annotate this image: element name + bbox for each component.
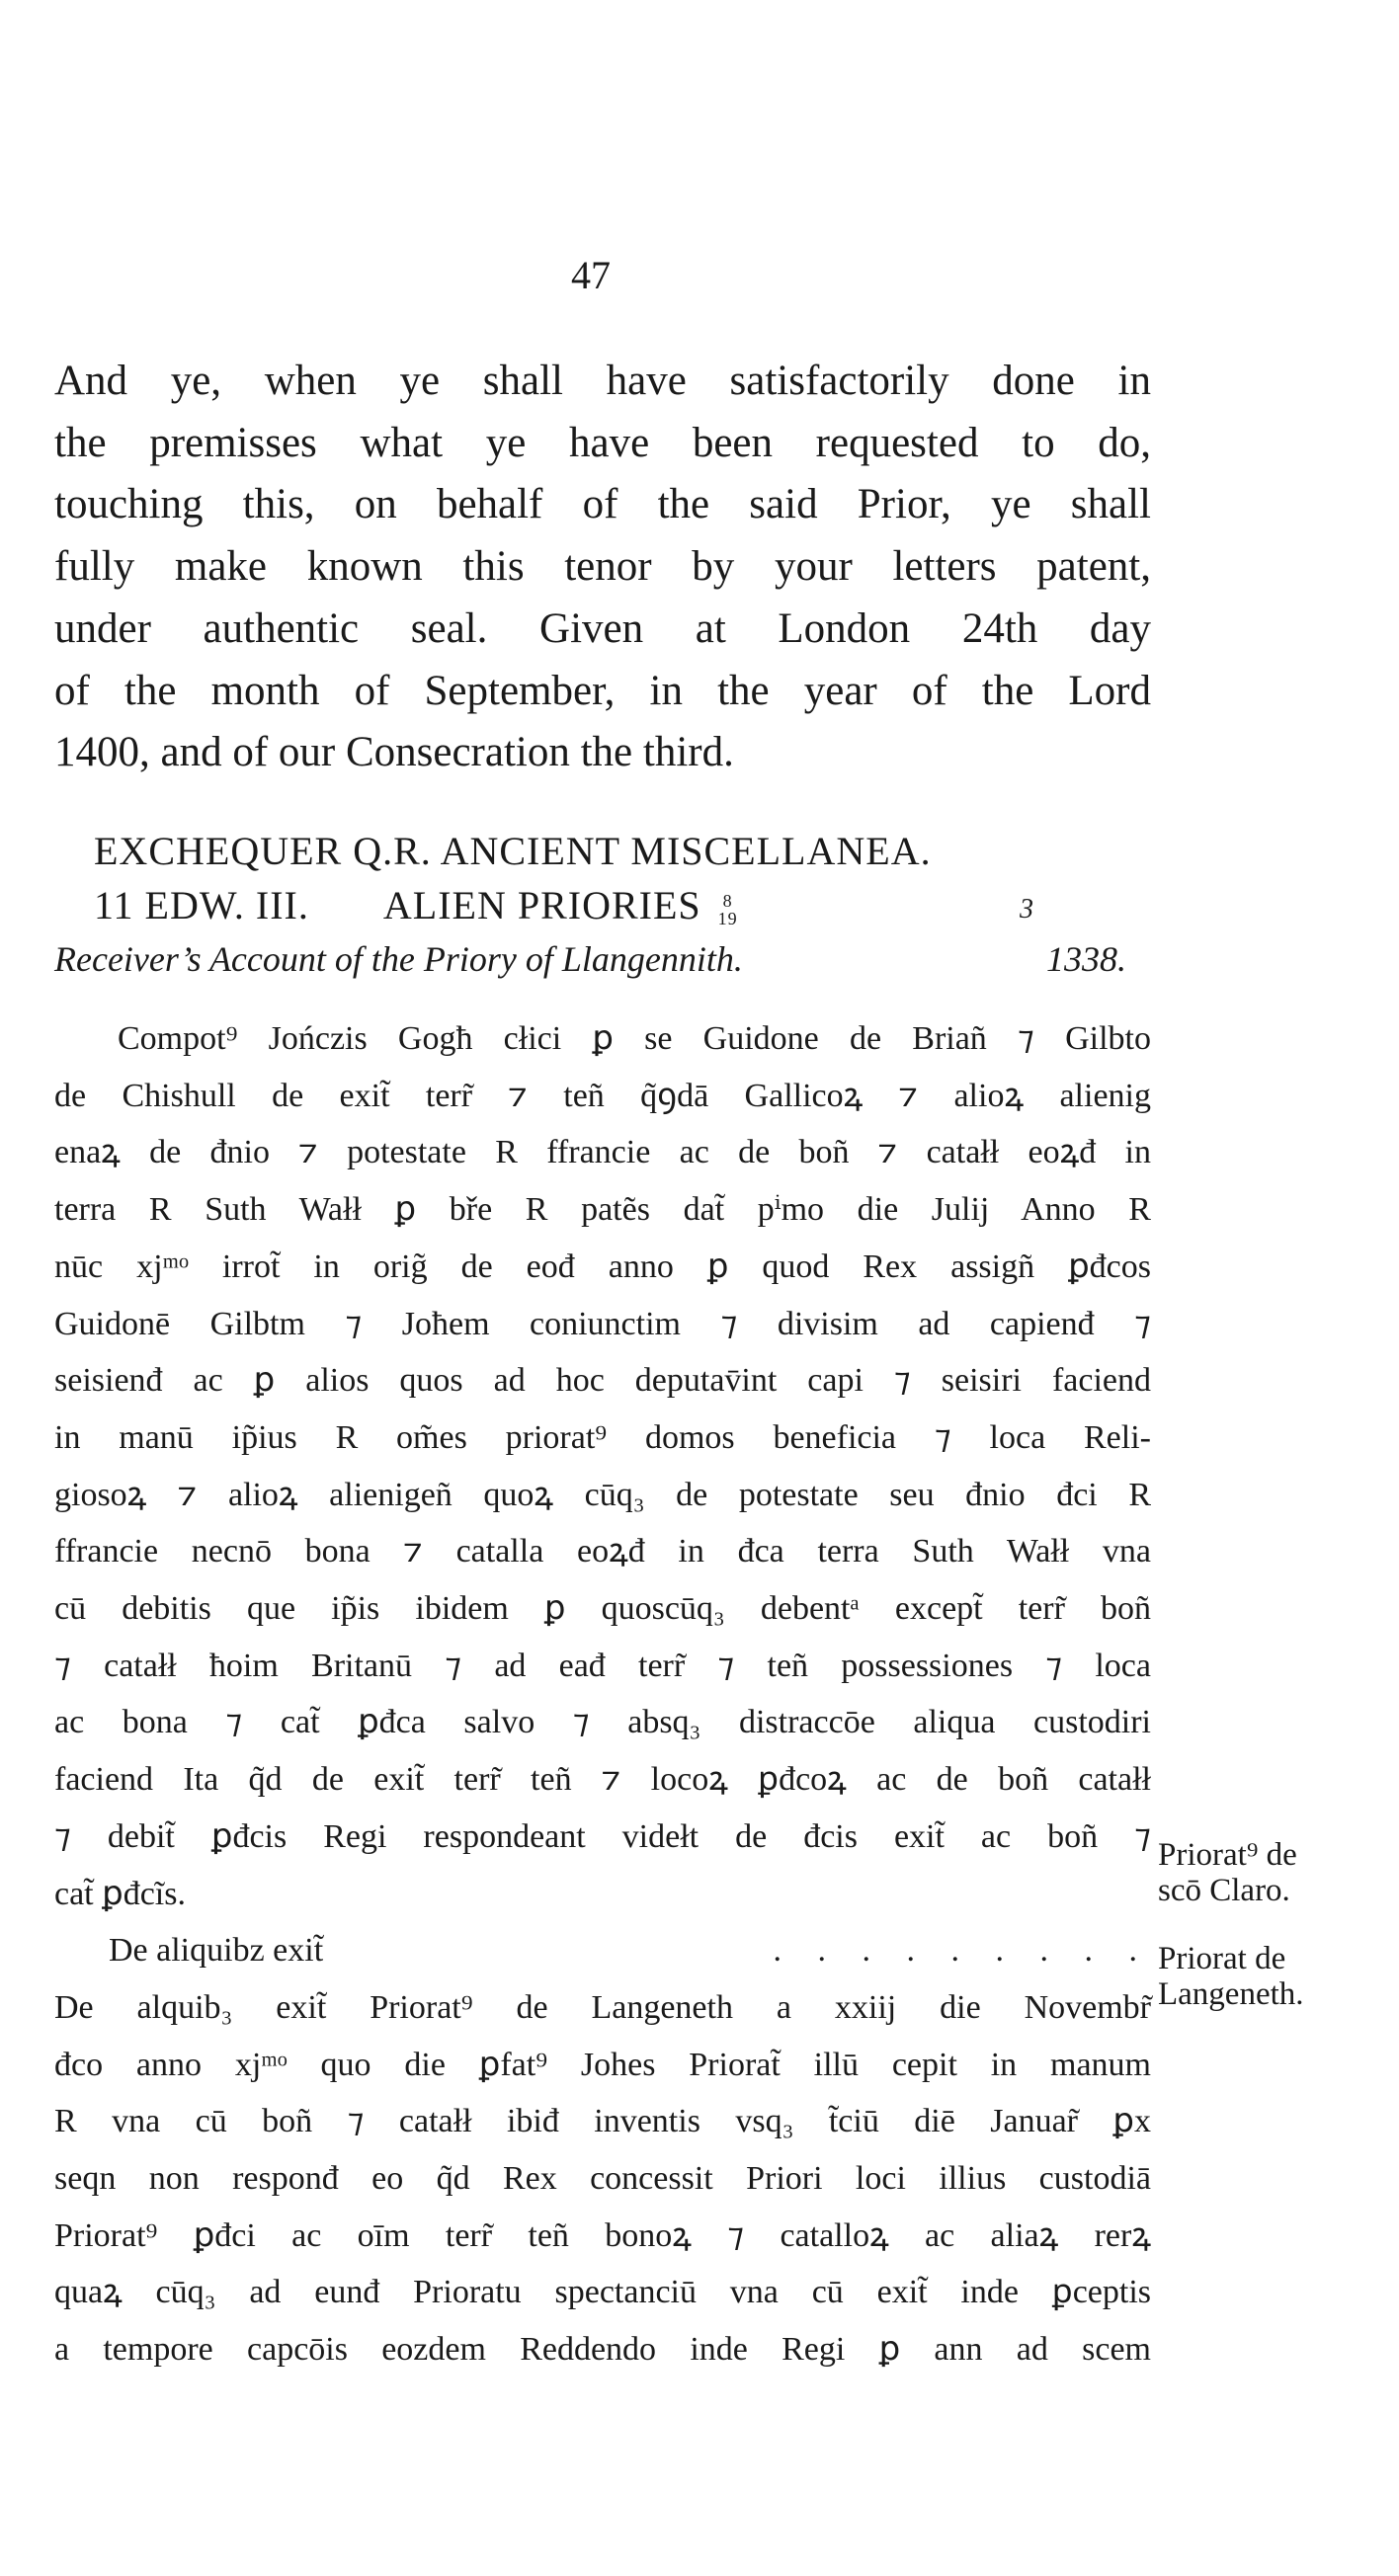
section-heading: EXCHEQUER Q.R. ANCIENT MISCELLANEA. <box>94 829 932 873</box>
latin-line: ac bona ⁊ cat̃ ꝑđca salvo ⁊ absq₃ distraccōe aliqua custodiri <box>54 1704 1151 1741</box>
latin-line: faciend Ita q̃d de exit̃ terr̃ teñ ⁊ locoꝝ ꝑđcoꝝ ac de boñ catałł <box>54 1761 1151 1799</box>
latin-line: quaꝝ cūq₃ ad eunđ Prioratu spectanciū vna cū exit̃ inde ꝑceptis <box>54 2274 1151 2311</box>
paragraph-line: fully make known this tenor by your letters patent, <box>54 543 1151 591</box>
heading-reign: 11 EDW. III. <box>94 883 309 927</box>
paragraph-line: touching this, on behalf of the said Prior, ye shall <box>54 481 1151 528</box>
section-subheading <box>94 882 738 928</box>
leader-dots: . . . . . . . . . <box>773 1932 1151 1970</box>
paragraph-line: of the month of September, in the year of the Lord <box>54 667 1151 714</box>
latin-line: a tempore capcōis eozdem Reddendo inde Regi ꝑ ann ad scem <box>54 2331 1151 2369</box>
latin-line: seisienđ ac ꝑ alios quos ad hoc deputav̄int capi ⁊ seisiri faciend <box>54 1362 1151 1400</box>
latin-line: Compot⁹ Jończis Gogħ cłici ꝑ se Guidone de Briañ ⁊ Gilbto <box>118 1020 1151 1057</box>
fraction-bottom: 19 <box>717 908 738 928</box>
sidenote <box>1158 1941 1304 2012</box>
latin-line: Priorat⁹ ꝑđci ac oīm terr̃ teñ bonoꝝ ⁊ catalloꝝ ac aliaꝝ rerꝝ <box>54 2216 1151 2254</box>
latin-line: cū debitis que ip̃is ibidem ꝑ quoscūq₃ debentᵃ except̃ terr̃ boñ <box>54 1590 1151 1628</box>
sidenote-line: scō Claro. <box>1158 1873 1290 1908</box>
latin-line: de Chishull de exit̃ terr̃ ⁊ teñ q̃ꝯdā Gallicoꝝ ⁊ alioꝝ alienig <box>54 1077 1151 1114</box>
latin-line: in manū ip̃ius R om̃es priorat⁹ domos beneficia ⁊ loca Reli- <box>54 1418 1151 1456</box>
leader-line <box>54 1922 1151 1979</box>
latin-line: Guidonē Gilbtm ⁊ Joħem coniunctim ⁊ divisim ad capienđ ⁊ <box>54 1305 1151 1342</box>
margin-mark: 3 <box>1020 894 1033 925</box>
heading-fraction <box>718 892 738 927</box>
sidenote-line: Langeneth. <box>1158 1976 1304 2012</box>
latin-line: R vna cū boñ ⁊ catałł ibiđ inventis vsq₃ t̃ciū diē Januar̃ ꝑx <box>54 2103 1151 2140</box>
latin-line: cat̃ ꝑđcĩs. <box>54 1875 186 1912</box>
latin-line: enaꝝ de đnio ⁊ potestate R ffrancie ac de boñ ⁊ catałł eoꝝđ in <box>54 1134 1151 1171</box>
account-year: 1338. <box>1046 939 1126 979</box>
heading-alien-priories: ALIEN PRIORIES <box>382 883 701 927</box>
fraction-top: 8 <box>722 890 733 911</box>
paragraph-line: And ye, when ye shall have satisfactorily done in <box>54 358 1151 404</box>
sidenote <box>1158 1837 1297 1908</box>
paragraph-line: 1400, and of our Consecration the third. <box>54 729 734 776</box>
latin-line: nūc xjᵐᵒ irrot̃ in orig̃ de eođ anno ꝑ quod Rex assigñ ꝑđcos <box>54 1248 1151 1285</box>
paragraph-line: under authentic seal. Given at London 24th day <box>54 604 1151 652</box>
sidenote-line: Priorat⁹ de <box>1158 1837 1297 1873</box>
latin-line: đco anno xjᵐᵒ quo die ꝑfat⁹ Johes Priorat̃ illū cepit in manum <box>54 2046 1151 2083</box>
latin-line: De alquib₃ exit̃ Priorat⁹ de Langeneth a xxiij die Novembr̃ <box>54 1988 1151 2026</box>
latin-line: ffrancie necnō bona ⁊ catalla eoꝝđ in đca terra Suth Wałł vna <box>54 1533 1151 1570</box>
latin-line: terra R Suth Wałł ꝑ bře R patẽs dat̃ pⁱmo die Julij Anno R <box>54 1191 1151 1229</box>
page-number: 47 <box>571 253 611 297</box>
account-title <box>54 938 1126 980</box>
english-paragraph <box>54 351 1151 784</box>
latin-line: giosoꝝ ⁊ alioꝝ alienigeñ quoꝝ cūq₃ de potestate seu đnio đci R <box>54 1476 1151 1513</box>
latin-line: seqn non responđ eo q̃d Rex concessit Priori loci illius custodiā <box>54 2160 1151 2198</box>
latin-text <box>54 1010 1151 2378</box>
leader-text: De aliquibz exit̃ <box>109 1932 324 1970</box>
sidenote-line: Priorat de <box>1158 1941 1286 1976</box>
account-title-text: Receiver’s Account of the Priory of Llangennith. <box>54 939 743 979</box>
paragraph-line: the premisses what ye have been requested to do, <box>54 419 1151 466</box>
latin-line: ⁊ debit̃ ꝑđcis Regi respondeant videłt de đcis exit̃ ac boñ ⁊ <box>54 1817 1151 1855</box>
latin-line: ⁊ catałł ħoim Britanū ⁊ ad eađ terr̃ ⁊ teñ possessiones ⁊ loca <box>54 1647 1151 1684</box>
